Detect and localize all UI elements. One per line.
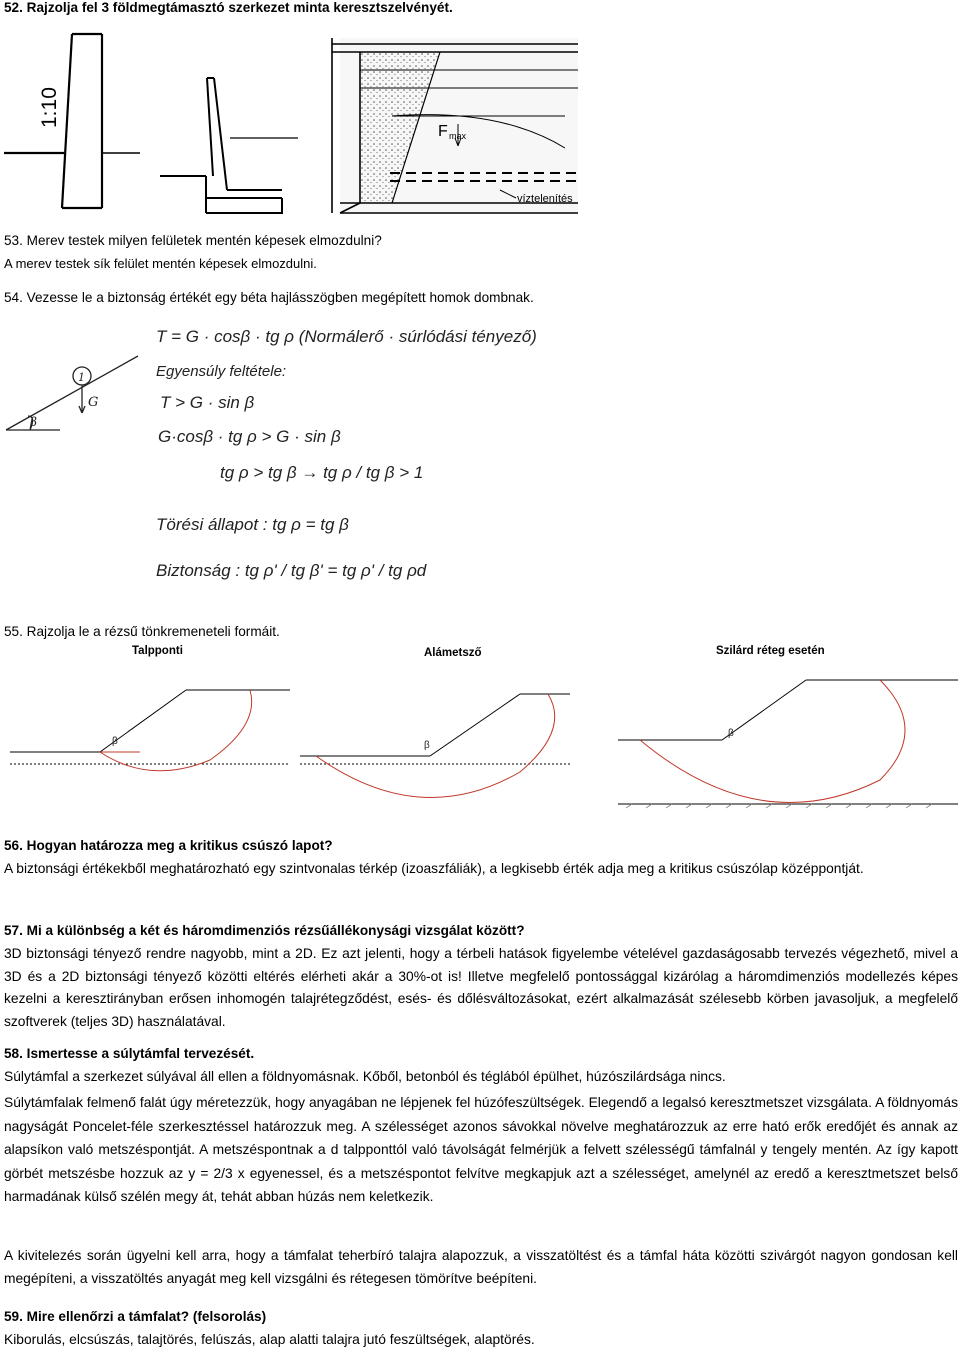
question-59-answer: Kiborulás, elcsúszás, talajtörés, felúszás, alap alatti talajra jutó feszültségek, alaptörés. [4, 1332, 535, 1347]
question-58-paragraph-3: A kivitelezés során ügyelni kell arra, hogy a támfalat teherbíró talajra alapozzuk, a visszatöltést és a támfal háta közötti szivárgót nagyon gondosan kell megépíteni, a visszatöltés anyagát meg kell vizsgálni és rétegesen tömörítve beépíteni. [4, 1248, 958, 1286]
drainage-label: víztelenítés [517, 193, 573, 205]
failure-mode-1-label: Talpponti [132, 645, 183, 657]
force-subscript: max [449, 131, 467, 141]
earth-pressure-drainage-sketch [332, 38, 578, 213]
failure-mode-2-label: Alámetsző [424, 647, 482, 659]
question-56-title: 56. Hogyan határozza meg a kritikus csúszó lapot? [4, 838, 333, 853]
retaining-wall-figures [0, 28, 600, 233]
derivation-line-5: tg ρ > tg β → tg ρ / tg β > 1 [220, 463, 424, 482]
weight-label: G [88, 395, 99, 410]
question-54-title: 54. Vezesse le a biztonság értékét egy béta hajlásszögben megépített homok dombnak. [4, 290, 534, 305]
slope-stability-derivation [0, 318, 620, 613]
question-59-title: 59. Mire ellenőrzi a támfalat? (felsorolás) [4, 1309, 267, 1324]
failure-mode-3-label: Szilárd réteg esetén [716, 645, 825, 657]
derivation-line-3: T > G · sin β [160, 393, 255, 412]
force-label: F [438, 123, 448, 140]
question-53-answer: A merev testek sík felület mentén képesek elmozdulni. [4, 256, 317, 271]
question-58-paragraph-1: Súlytámfal a szerkezet súlyával áll ellen a földnyomásnak. Kőből, betonból és téglából épülhet, húzószilárdsága nincs. [4, 1069, 726, 1084]
question-57-title: 57. Mi a különbség a két és háromdimenziós rézsűállékonysági vizsgálat között? [4, 923, 525, 938]
gravity-wall-sketch [4, 34, 140, 208]
failure-mode-1-angle: β [112, 736, 118, 747]
question-53-title: 53. Merev testek milyen felületek mentén képesek elmozdulni? [4, 233, 382, 248]
derivation-line-6: Törési állapot : tg ρ = tg β [156, 515, 349, 534]
derivation-line-2: Egyensúly feltétele: [156, 363, 287, 380]
derivation-line-1: T = G · cosβ · tg ρ (Normálerő · súrlódási tényező) [156, 327, 537, 346]
angle-beta-label: β [30, 415, 37, 429]
slope-failure-modes [0, 640, 960, 827]
derivation-line-7: Biztonság : tg ρ' / tg β' = tg ρ' / tg ρd [156, 561, 427, 580]
question-55-title: 55. Rajzolja le a rézsű tönkremeneteli formáit. [4, 624, 280, 639]
cantilever-wall-sketch [160, 78, 298, 213]
slope-ratio-label: 1:10 [38, 87, 61, 128]
derivation-line-4: G·cosβ · tg ρ > G · sin β [158, 427, 341, 446]
question-58-title: 58. Ismertesse a súlytámfal tervezését. [4, 1046, 255, 1061]
question-56-answer: A biztonsági értékekből meghatározható egy szintvonalas térkép (izoaszfáliák), a legkisebb érték adja meg a kritikus csúszólap középpontját. [4, 861, 864, 876]
failure-mode-3-angle: β [728, 728, 734, 739]
question-58-paragraph-2: Súlytámfalak felmenő falát úgy méretezzük, hogy anyagában ne lépjenek fel húzófeszültségek. Elegendő a legalsó keresztmetszet vizsgálata. A földnyomás nagyságát Poncelet-féle szerkesztéssel határozzuk meg. A szélességet azonos sávokkal növelve meghatározzuk az erre ható erők eredőjét és annak az alapsíkon való metszéspontját. A metszéspontnak a d talpponttól való távolságát felmérjük a felvett szélességű támfalnál y tengely mentén. Az így kapott görbét metszésbe hozzuk az y = 2/3 x egyenessel, és a metszéspontot felvítve megkapjuk azt a szélességet, amelynél az eredő a keresztmetszet belső harmadának külső szélén megy át, tehát abban húzás nem keletkezik. [4, 1095, 958, 1204]
question-52-title: 52. Rajzolja fel 3 földmegtámasztó szerkezet minta keresztszelvényét. [4, 0, 453, 15]
mass-label: 1 [78, 371, 85, 384]
question-57-answer: 3D biztonsági tényező rendre nagyobb, mint a 2D. Ez azt jelenti, hogy a térbeli hatások figyelembe vételével gazdaságosabb tervezés végezhető, mivel a 3D és a 2D biztonsági tényező közötti eltérés elérheti akár a 30%-ot is! Illetve megfelelő pontossággal kizárólag a háromdimenziós modellezés képes kezelni a keresztirányban erősen inhomogén talajrétegződést, esés- és dőlésváltozásokat, ezért alkalmazását szélesebb körben javasoljuk, a megfelelő szoftverek (teljes 3D) használatával. [4, 946, 958, 1029]
failure-mode-2-angle: β [424, 740, 430, 751]
